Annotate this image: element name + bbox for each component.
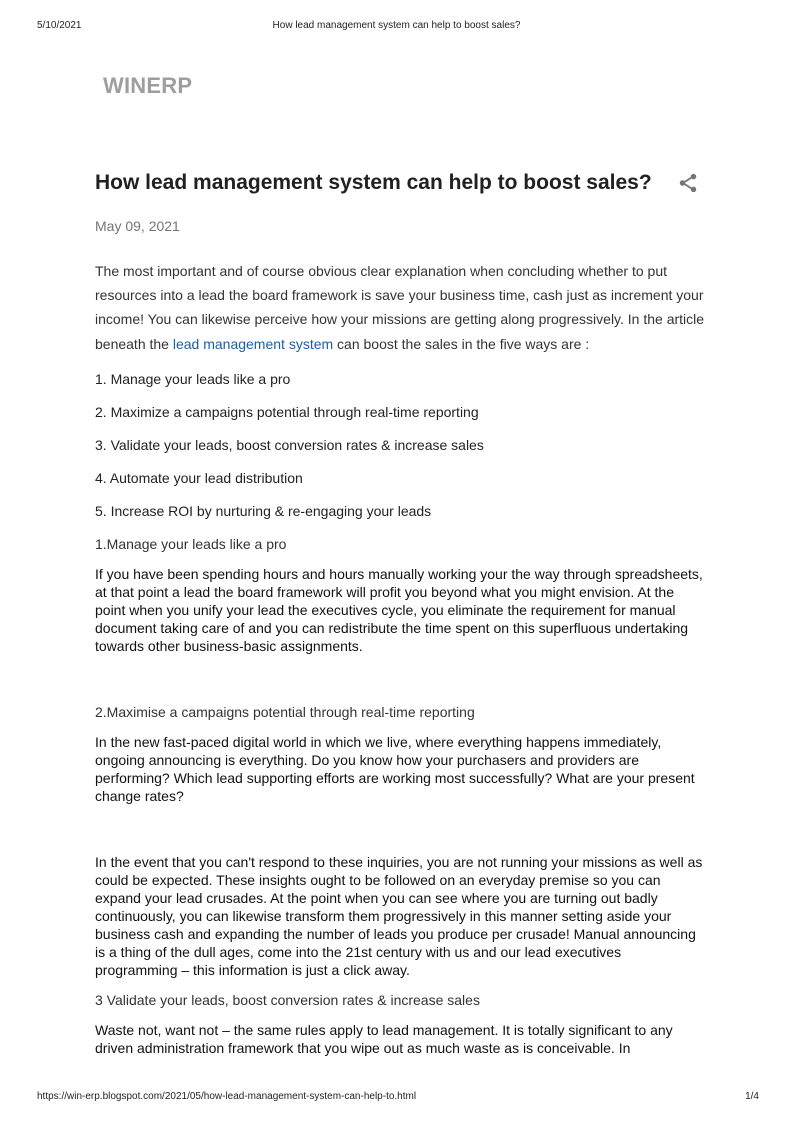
post-title: How lead management system can help to boost sales? <box>95 171 652 194</box>
section-paragraph: In the event that you can't respond to these inquiries, you are not running your missions as well as could be expected. These insights ought to be followed on an everyday premise so you can expand your lead crusades. At the point when you can see where you are turning out badly continuously, you can likewise transform them progressively in this manner setting aside your business cash and expanding the number of leads you produce per crusade! Manual announcing is a thing of the dull ages, come into the 21st century with us and our lead executives programming – this information is just a click away. <box>95 853 703 978</box>
blog-brand-link[interactable]: WINERP <box>103 73 193 98</box>
intro-text-after: can boost the sales in the five ways are : <box>333 335 590 352</box>
list-item: 2. Maximize a campaigns potential through real-time reporting <box>95 403 479 420</box>
section-paragraph: If you have been spending hours and hours manually working your the way through spreadsheets, at that point a lead the board framework will profit you beyond what you might envision. At the point when you unify your lead the executives cycle, you eliminate the requirement for manual document taking care of and you can redistribute the time spent on this superfluous undertaking towards other business-basic assignments. <box>95 565 703 654</box>
lead-management-system-link[interactable]: lead management system <box>172 335 334 352</box>
spacer <box>95 817 707 853</box>
list-item: 1. Manage your leads like a pro <box>95 370 291 387</box>
section-paragraph: In the new fast-paced digital world in which we live, where everything happens immediately, ongoing announcing is everything. Do you know how your purchasers and providers are performing? Which lead supporting efforts are working most successfully? What are your present change rates? <box>95 733 695 804</box>
section-heading: 2.Maximise a campaigns potential through real-time reporting <box>95 703 475 720</box>
post-body <box>95 259 707 1085</box>
print-header-title: How lead management system can help to boost sales? <box>272 20 521 31</box>
share-icon[interactable] <box>677 172 699 194</box>
section-heading: 1.Manage your leads like a pro <box>95 535 287 552</box>
post-date: May 09, 2021 <box>95 218 180 234</box>
intro-text-before: The most important and of course obvious clear explanation when concluding whether to put resources into a lead the board framework is save your business time, cash just as increment your income! You can likewise perceive how your missions are getting along progressively. In the article beneath the <box>95 263 705 352</box>
list-item: 4. Automate your lead distribution <box>95 469 303 486</box>
list-item: 3. Validate your leads, boost conversion rates & increase sales <box>95 436 484 453</box>
intro-paragraph <box>95 259 707 356</box>
spacer <box>95 667 707 703</box>
print-footer-url: https://win-erp.blogspot.com/2021/05/how-lead-management-system-can-help-to.html <box>37 1091 417 1102</box>
section-paragraph: Waste not, want not – the same rules apply to lead management. It is totally significant to any driven administration framework that you wipe out as much waste as is conceivable. In <box>95 1021 673 1056</box>
print-header-date: 5/10/2021 <box>37 20 82 31</box>
print-footer-page-number: 1/4 <box>745 1091 759 1102</box>
list-item: 5. Increase ROI by nurturing & re-engaging your leads <box>95 502 432 519</box>
section-heading: 3 Validate your leads, boost conversion rates & increase sales <box>95 991 480 1008</box>
